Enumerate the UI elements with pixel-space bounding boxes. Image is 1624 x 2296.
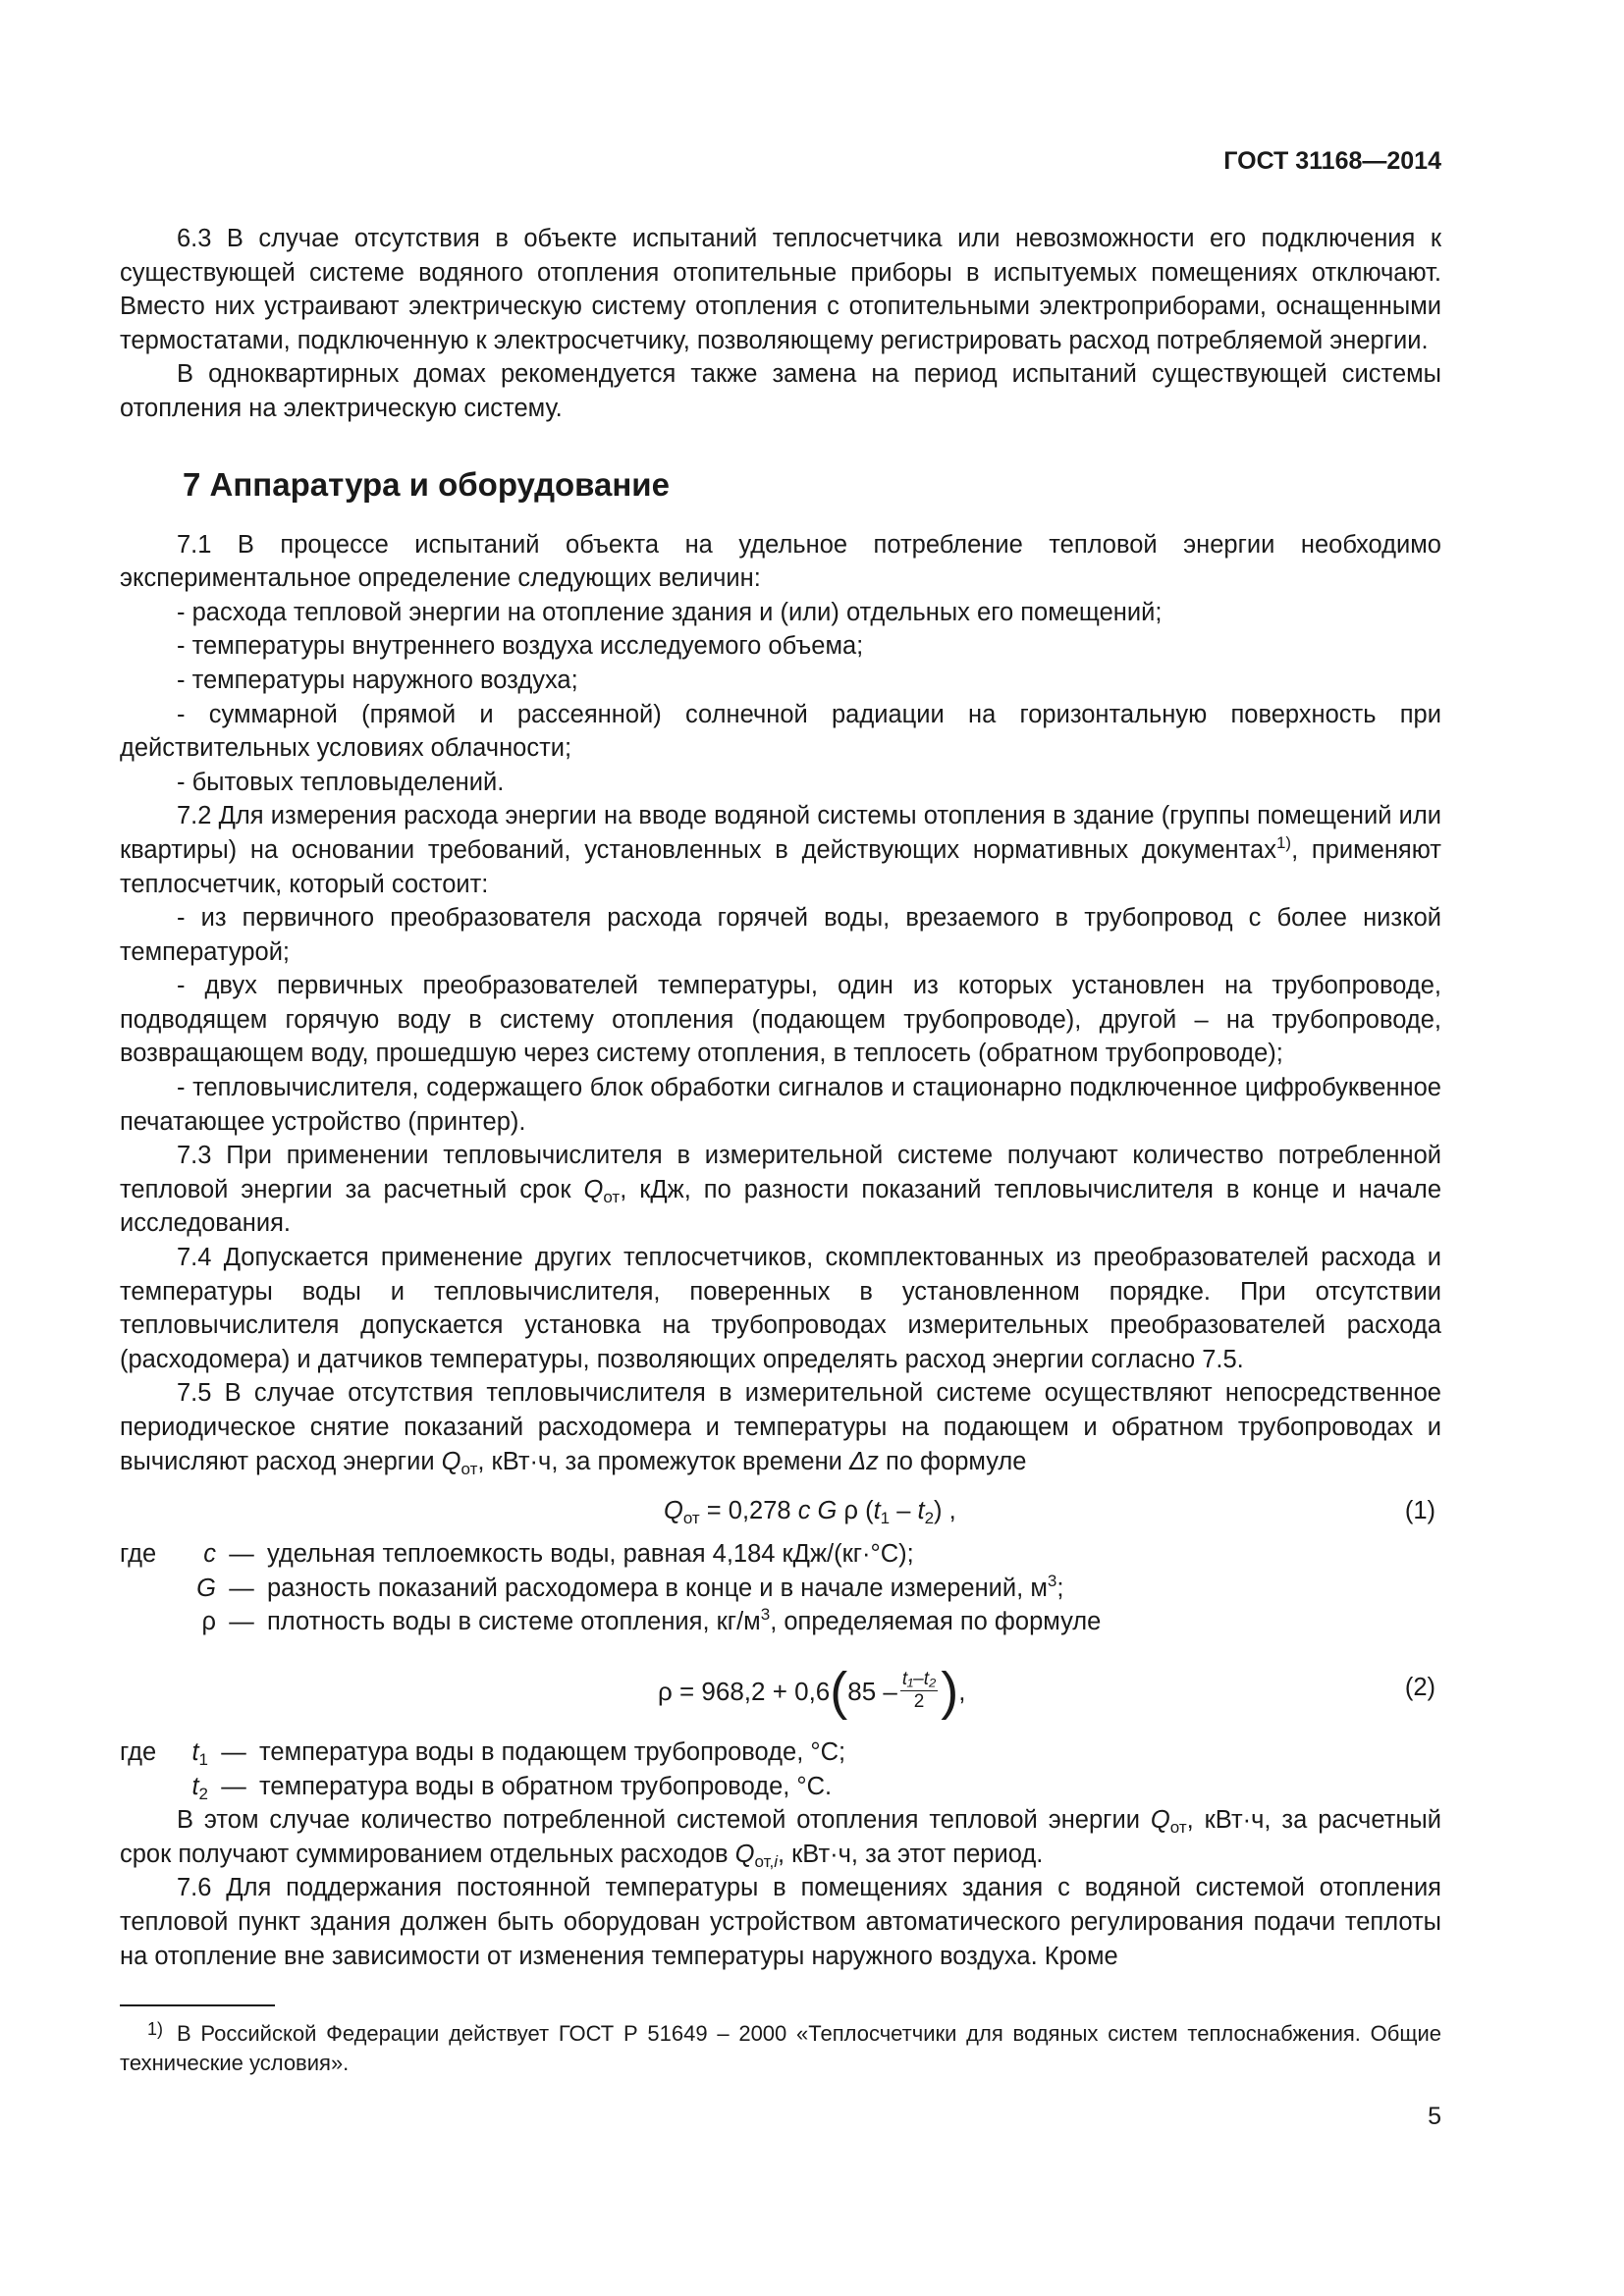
f1-rhs: = 0,278 xyxy=(699,1497,798,1525)
qi-sub-text: от, xyxy=(754,1851,775,1871)
where-text: плотность воды в системе отопления, кг/м xyxy=(267,1608,761,1636)
footnote-marker: 1) xyxy=(146,2019,163,2039)
paragraph-7-5 xyxy=(120,1376,1441,1478)
footnote-divider xyxy=(120,2004,275,2006)
f2-lhs: ρ = 968,2 + 0,6 xyxy=(658,1676,831,1706)
where-lead: где xyxy=(120,1540,157,1569)
paragraph-6-3: 6.3 В случае отсутствия в объекте испытаний теплосчетчика или невозможности его подключения к существующей системе водяного отопления отопительные приборы в испытуемых помещениях отключают. Вместо них устраивают электрическую систему отопления с отопительными электроприборами, оснащенными термостатами, подключенную к электросчетчику, позволяющему регистрировать расход потребляемой энергии. xyxy=(120,225,1441,354)
paragraph-7-1: 7.1 В процессе испытаний объекта на удельное потребление тепловой энергии необходимо экспериментальное определение следующих величин: xyxy=(120,530,1441,593)
f1-t1-sub: 1 xyxy=(880,1509,891,1528)
where-text-wrap xyxy=(267,1572,1063,1606)
f1-q-sub: от xyxy=(682,1509,700,1528)
list-item: - тепловычислителя, содержащего блок обработки сигналов и стационарно подключенное цифробуквенное печатающее устройство (принтер). xyxy=(120,1074,1441,1136)
q-subscript: от xyxy=(460,1459,478,1478)
where-dash: — xyxy=(221,1772,246,1800)
list-item: - двух первичных преобразователей температуры, один из которых установлен на трубопроводе, подводящем горячую воду в систему отопления (подающем трубопроводе), другой – на трубопроводе, возвращающем воду, прошедшую через систему отопления, в теплосеть (обратном трубопроводе); xyxy=(120,972,1441,1068)
footnote-text: В Российской Федерации действует ГОСТ Р 51649 – 2000 «Теплосчетчики для водяных систем теплоснабжения. Общие технические условия». xyxy=(120,2021,1441,2075)
text: , применяют теплосчетчик, который состоит: xyxy=(120,835,1441,898)
f1-open: ( xyxy=(857,1497,874,1525)
where-lead xyxy=(120,1572,169,1606)
delta-z: Δz xyxy=(849,1447,879,1475)
f2-frac-top: t₁–t₂ xyxy=(901,1669,937,1690)
f1-c: c xyxy=(797,1497,811,1525)
where-list-1 xyxy=(120,1537,1441,1639)
where-dash: — xyxy=(221,1737,246,1766)
list-item: - суммарной (прямой и рассеянной) солнечной радиации на горизонтальную поверхность при действительных условиях облачности; xyxy=(120,700,1441,763)
q-symbol: Q xyxy=(441,1447,461,1475)
where-lead xyxy=(120,1605,169,1639)
standard-header: ГОСТ 31168—2014 xyxy=(1223,147,1441,175)
where-list-2 xyxy=(120,1735,1441,1803)
f1-t1: t xyxy=(873,1497,881,1525)
text: 7.2 Для измерения расхода энергии на вводе водяной системы отопления в здание (группы помещений или квартиры) на основании требований, установленных в действующих нормативных документах xyxy=(120,802,1441,864)
section-7-title: 7 Аппаратура и оборудование xyxy=(183,465,670,503)
f2-tail: , xyxy=(958,1676,966,1706)
where-tail: ; xyxy=(1056,1574,1064,1602)
f2-inner: 85 – xyxy=(847,1676,897,1706)
where-text-wrap xyxy=(267,1605,1101,1639)
where-symbol: t xyxy=(191,1772,199,1800)
f1-t2: t xyxy=(917,1497,925,1525)
f1-q: Q xyxy=(664,1497,683,1525)
paragraph-7-5-cont xyxy=(120,1803,1441,1871)
where-sup: 3 xyxy=(760,1605,771,1625)
text: 7.3 При применении тепловычислителя в измерительной системе получают количество потребленной тепловой энергии за расчетный срок xyxy=(120,1142,1441,1203)
paragraph-7-2 xyxy=(120,799,1441,901)
qi-subscript xyxy=(754,1852,778,1871)
text: , кВт·ч, за промежуток времени xyxy=(477,1447,850,1475)
f2-frac-bot: 2 xyxy=(913,1691,925,1713)
where-sub: 1 xyxy=(198,1749,208,1769)
formula-1-expression xyxy=(664,1488,956,1533)
where-sub: 2 xyxy=(198,1784,208,1803)
text: В этом случае количество потребленной системой отопления тепловой энергии xyxy=(177,1806,1151,1835)
text: по формуле xyxy=(878,1447,1027,1475)
where-tail: , определяемая по формуле xyxy=(770,1608,1102,1636)
where-text: температура воды в подающем трубопроводе, °С; xyxy=(259,1737,846,1766)
where-symbol: c xyxy=(203,1540,216,1569)
q-symbol: Q xyxy=(583,1175,604,1203)
list-item: - расхода тепловой энергии на отопление здания и (или) отдельных его помещений; xyxy=(177,598,1163,626)
text: , кВт·ч, за расчетный срок получают суммированием отдельных расходов xyxy=(120,1806,1442,1868)
formula-2 xyxy=(120,1649,1441,1726)
where-symbol: G xyxy=(196,1574,216,1602)
qi-sub-index: i xyxy=(774,1851,778,1871)
page-number: 5 xyxy=(1428,2103,1441,2130)
where-text: удельная теплоемкость воды, равная 4,184 кДж/(кг·°С); xyxy=(267,1540,914,1569)
list-item: - бытовых тепловыделений. xyxy=(177,768,505,796)
where-row xyxy=(120,1572,1441,1606)
formula-2-expression xyxy=(658,1661,966,1721)
where-symbol: ρ xyxy=(201,1608,216,1636)
footnote xyxy=(120,2014,1441,2078)
where-text: температура воды в обратном трубопроводе, °С. xyxy=(259,1772,833,1800)
f2-fraction xyxy=(900,1669,938,1713)
f1-minus: – xyxy=(890,1497,918,1525)
where-row xyxy=(120,1770,1441,1804)
where-lead: где xyxy=(120,1737,157,1766)
f2-close-paren: ) xyxy=(941,1661,959,1721)
q-subscript: от xyxy=(1169,1818,1187,1838)
where-text: разность показаний расходомера в конце и в начале измерений, м xyxy=(267,1574,1048,1602)
text: , кДж, по разности показаний тепловычислителя в конце и начале исследования. xyxy=(120,1175,1441,1238)
text: 7.5 В случае отсутствия тепловычислителя в измерительной системе осуществляют непосредственное периодическое снятие показаний расходомера и температуры на подающем и обратном трубопроводах и вычисляют расход энергии xyxy=(120,1379,1441,1475)
where-row xyxy=(120,1537,1441,1572)
list-item: - температуры наружного воздуха; xyxy=(177,666,578,694)
f1-t2-sub: 2 xyxy=(924,1509,935,1528)
q-subscript: от xyxy=(603,1187,621,1206)
where-symbol: t xyxy=(191,1737,199,1766)
paragraph-7-4: 7.4 Допускается применение других теплосчетчиков, скомплектованных из преобразователей расхода и температуры воды и тепловычислителя, поверенных в установленном порядке. При отсутствии тепловычислителя допускается установка на трубопроводах измерительных преобразователей расхода (расходомера) и датчиков температуры, позволяющих определять расход энергии согласно 7.5. xyxy=(120,1244,1441,1373)
where-dash: — xyxy=(229,1608,254,1636)
formula-2-number: (2) xyxy=(1404,1673,1435,1701)
paragraph-6-3-cont: В одноквартирных домах рекомендуется также замена на период испытаний существующей системы отопления на электрическую систему. xyxy=(120,360,1441,422)
f1-close: ) , xyxy=(934,1497,956,1525)
where-sup: 3 xyxy=(1047,1571,1057,1590)
text: , кВт·ч, за этот период. xyxy=(777,1840,1044,1868)
where-symbol-wrap xyxy=(169,1735,208,1770)
where-lead xyxy=(120,1770,169,1804)
where-row xyxy=(120,1735,1441,1770)
f1-g: G xyxy=(817,1497,838,1525)
list-item: - температуры внутреннего воздуха исследуемого объема; xyxy=(177,632,864,661)
paragraph-7-3 xyxy=(120,1139,1441,1241)
footnote-ref: 1) xyxy=(1275,832,1292,852)
where-dash: — xyxy=(229,1574,254,1602)
paragraph-7-6: 7.6 Для поддержания постоянной температуры в помещениях здания с водяной системой отопления тепловой пункт здания должен быть оборудован устройством автоматического регулирования подачи теплоты на отопление вне зависимости от изменения температуры наружного воздуха. Кроме xyxy=(120,1874,1441,1970)
formula-1-number: (1) xyxy=(1404,1497,1435,1525)
list-item: - из первичного преобразователя расхода горячей воды, врезаемого в трубопровод с более низкой температурой; xyxy=(120,904,1441,966)
f2-open-paren: ( xyxy=(830,1661,848,1721)
q-symbol: Q xyxy=(734,1840,755,1868)
where-dash: — xyxy=(229,1540,254,1569)
page-body xyxy=(120,222,1441,1973)
formula-1 xyxy=(120,1488,1441,1533)
where-symbol-wrap xyxy=(169,1770,208,1804)
f1-rho: ρ xyxy=(843,1497,858,1525)
q-symbol: Q xyxy=(1150,1806,1170,1835)
where-row xyxy=(120,1605,1441,1639)
